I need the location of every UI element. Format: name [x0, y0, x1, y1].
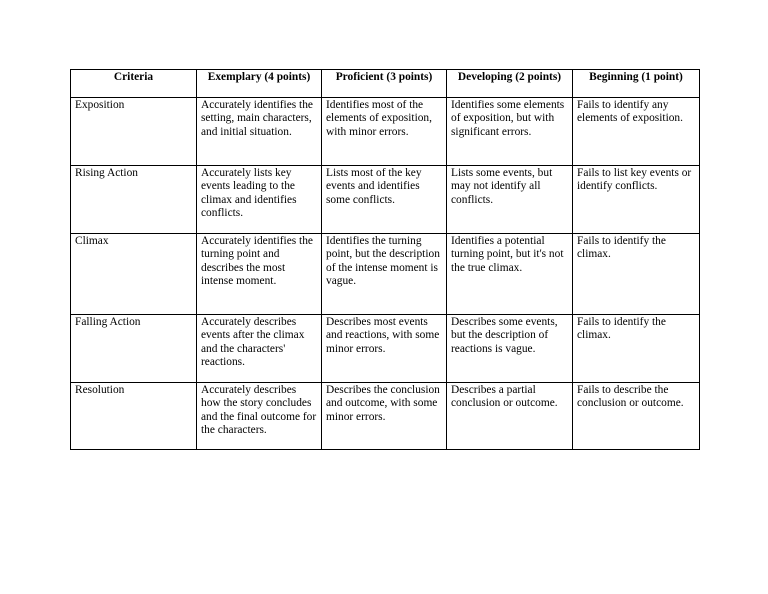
criteria-cell: Resolution	[71, 383, 197, 450]
developing-cell: Describes some events, but the description of reactions is vague.	[447, 315, 573, 383]
beginning-cell: Fails to identify the climax.	[573, 315, 700, 383]
table-row	[71, 315, 700, 383]
developing-cell: Describes a partial conclusion or outcome.	[447, 383, 573, 450]
exemplary-cell: Accurately identifies the setting, main characters, and initial situation.	[197, 98, 322, 166]
developing-cell: Identifies some elements of exposition, but with significant errors.	[447, 98, 573, 166]
proficient-cell: Describes the conclusion and outcome, with some minor errors.	[322, 383, 447, 450]
exemplary-cell: Accurately describes how the story concludes and the final outcome for the characters.	[197, 383, 322, 450]
beginning-cell: Fails to identify any elements of exposition.	[573, 98, 700, 166]
developing-cell: Lists some events, but may not identify all conflicts.	[447, 166, 573, 234]
exemplary-cell: Accurately describes events after the climax and the characters' reactions.	[197, 315, 322, 383]
developing-cell: Identifies a potential turning point, but it's not the true climax.	[447, 234, 573, 315]
header-developing: Developing (2 points)	[447, 70, 573, 98]
beginning-cell: Fails to list key events or identify conflicts.	[573, 166, 700, 234]
proficient-cell: Identifies most of the elements of exposition, with minor errors.	[322, 98, 447, 166]
table-row	[71, 98, 700, 166]
proficient-cell: Describes most events and reactions, with some minor errors.	[322, 315, 447, 383]
header-criteria: Criteria	[71, 70, 197, 98]
criteria-cell: Climax	[71, 234, 197, 315]
criteria-cell: Rising Action	[71, 166, 197, 234]
table-row	[71, 383, 700, 450]
exemplary-cell: Accurately identifies the turning point and describes the most intense moment.	[197, 234, 322, 315]
header-exemplary: Exemplary (4 points)	[197, 70, 322, 98]
criteria-cell: Falling Action	[71, 315, 197, 383]
table-row	[71, 166, 700, 234]
beginning-cell: Fails to describe the conclusion or outcome.	[573, 383, 700, 450]
table-row	[71, 234, 700, 315]
exemplary-cell: Accurately lists key events leading to the climax and identifies conflicts.	[197, 166, 322, 234]
header-proficient: Proficient (3 points)	[322, 70, 447, 98]
table-header-row	[71, 70, 700, 98]
criteria-cell: Exposition	[71, 98, 197, 166]
proficient-cell: Lists most of the key events and identifies some conflicts.	[322, 166, 447, 234]
rubric-table	[70, 69, 700, 450]
proficient-cell: Identifies the turning point, but the description of the intense moment is vague.	[322, 234, 447, 315]
beginning-cell: Fails to identify the climax.	[573, 234, 700, 315]
header-beginning: Beginning (1 point)	[573, 70, 700, 98]
